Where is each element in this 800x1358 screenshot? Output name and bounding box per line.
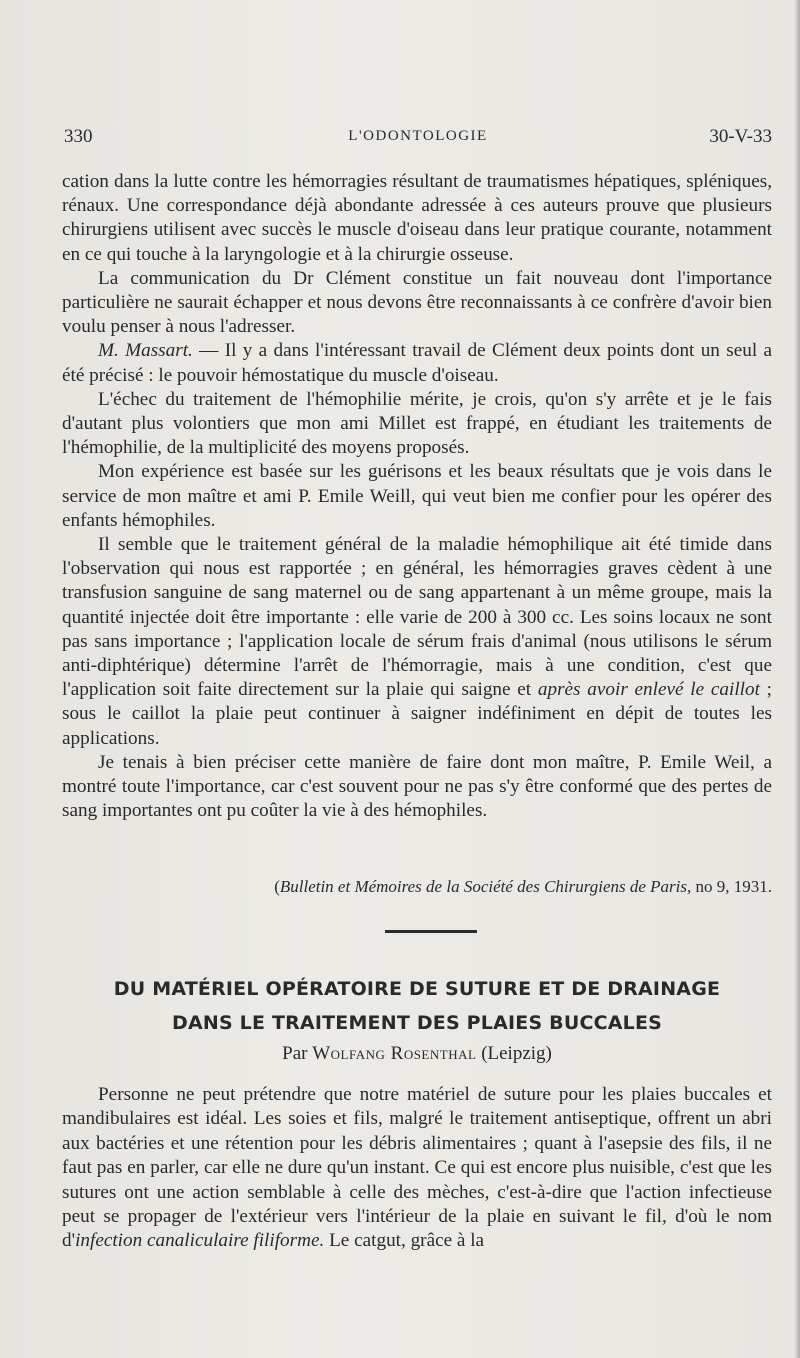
paragraph: La communication du Dr Clément constitue un fait nouveau dont l'importance particulière ne saurait échapper et nous devons être reconnaissants à ce confrère d'avoir bien voulu penser à nous l'adresser.: [62, 267, 772, 338]
issue-date: 30-V-33: [709, 126, 772, 147]
emphasis: après avoir enlevé le caillot: [537, 679, 760, 701]
section-separator: [385, 930, 477, 933]
discussion-text: [62, 170, 772, 823]
byline-prefix: Par: [282, 1043, 313, 1064]
page-number: 330: [64, 126, 93, 147]
author-name: Wolfang Rosenthal: [312, 1043, 477, 1064]
paragraph: Mon expérience est basée sur les guérisons et les beaux résultats que je vois dans le service de mon maître et ami P. Emile Weill, qui veut bien me confier pour les opérer des enfants hémophiles.: [62, 461, 772, 531]
title-line: DU MATÉRIEL OPÉRATOIRE DE SUTURE ET DE DRAINAGE: [113, 978, 721, 1000]
article-body: [62, 1083, 772, 1254]
citation-source: Bulletin et Mémoires de la Société des Chirurgiens de Paris,: [279, 877, 692, 896]
paragraph-text: Personne ne peut prétendre que notre matériel de suture pour les plaies buccales et mandibulaires est idéal. Les soies et fils, malgré le traitement antiseptique, offrent un abri aux bactéries et une rétention pour les débris alimentaires ; quant à l'asepsie des fils, il ne faut pas en parler, car elle ne dure qu'un instant. Ce qui est encore plus nuisible, c'est que les sutures ont une action semblable à celle des mèches, c'est-à-dire que l'action infectieuse peut se propager de l'extérieur vers l'intérieur de la plaie en suivant le fil, d'où le nom d': [62, 1084, 772, 1252]
article-title: [62, 972, 772, 1040]
paragraph: [62, 1083, 772, 1254]
citation: [62, 877, 772, 897]
running-title: L'ODONTOLOGIE: [348, 128, 488, 144]
speaker-name: M. Massart.: [98, 340, 193, 362]
paragraph-text: — Il y a dans l'intéressant travail de Clément deux points dont un seul a été précisé : le pouvoir hémostatique du muscle d'oiseau.: [62, 340, 773, 386]
paragraph: L'échec du traitement de l'hémophilie mérite, je crois, qu'on s'y arrête et je le fais d'autant plus volontiers que mon ami Millet est frappé, en étudiant les traitements de l'hémophilie, de la multiplicité des moyens proposés.: [62, 388, 772, 459]
emphasis: infection canaliculaire filiforme.: [75, 1230, 325, 1252]
paragraph: Je tenais à bien préciser cette manière de faire dont mon maître, P. Emile Weil, a montré toute l'importance, car c'est souvent pour ne pas s'y être conformé que des pertes de sang importantes ont pu coûter la vie à des hémophiles.: [62, 751, 772, 822]
paragraph-text: Il semble que le traitement général de la maladie hémophilique ait été timide dans l'observation qui nous est rapportée ; en général, les hémorragies graves cèdent à une transfusion sanguine de sang maternel ou de sang appartenant à un même groupe, mais la quantité injectée doit être importante : elle varie de 200 à 300 cc. Les soins locaux ne sont pas sans importance ; l'application locale de sérum frais d'animal (nous utilisons le sérum anti-diphtérique) détermine l'arrêt de l'hémorragie, mais à une condition, c'est que l'application soit faite directement sur la plaie qui saigne et: [62, 534, 772, 701]
paragraph: cation dans la lutte contre les hémorragies résultant de traumatismes hépatiques, spléniques, rénaux. Une correspondance déjà abondante adressée à ces auteurs prouve que plusieurs chirurgiens utilisent avec succès le muscle d'oiseau dans leur pratique courante, notamment en ce qui touche à la laryngologie et à la chirurgie osseuse.: [62, 171, 772, 265]
byline: [62, 1043, 772, 1065]
paragraph-text: ; sous le caillot la plaie peut continuer à saigner indéfiniment en dépit de toutes les applications.: [62, 679, 772, 749]
page-edge-shadow: [794, 0, 800, 1358]
paragraph-text: Le catgut, grâce à la: [324, 1230, 485, 1252]
citation-open: (: [274, 877, 280, 896]
running-header: [64, 126, 772, 152]
paragraph: [62, 339, 772, 387]
author-location: (Leipzig): [476, 1043, 552, 1064]
paragraph: [62, 533, 772, 751]
citation-issue: no 9, 1931.: [691, 877, 772, 896]
title-line: DANS LE TRAITEMENT DES PLAIES BUCCALES: [171, 1012, 663, 1034]
